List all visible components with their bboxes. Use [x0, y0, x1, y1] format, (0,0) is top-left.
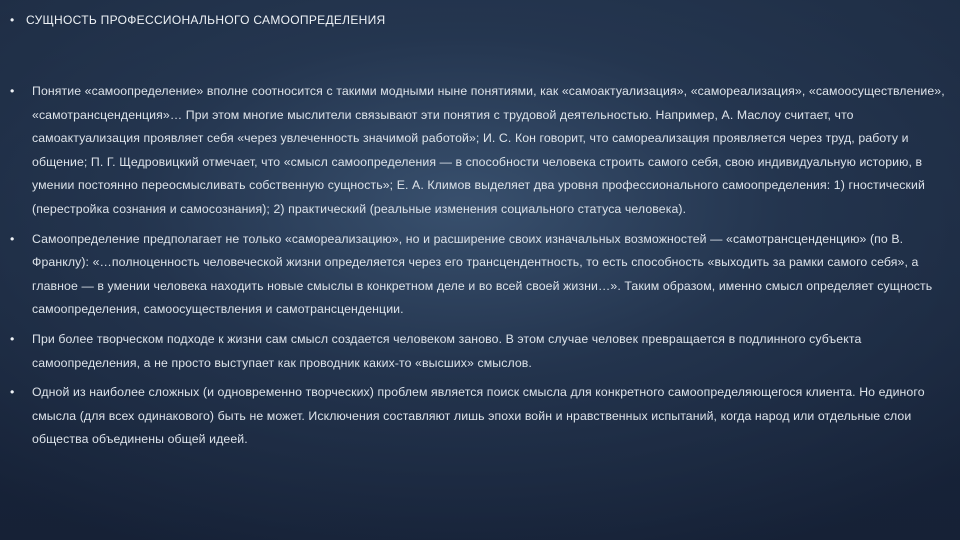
bullet-text: Одной из наиболее сложных (и одновременно творческих) проблем является поиск смысла для конкретного самоопределяющегося клиента. Но единого смысла (для всех одинакового) быть не может. Исключения составляют лишь эпохи войн и нравственных испытаний, когда народ или отдельные слои общества объединены общей идеей.: [32, 385, 925, 447]
bullet-item: [10, 381, 945, 452]
bullet-marker: •: [10, 84, 15, 98]
bullet-list: [10, 80, 945, 458]
bullet-marker: •: [10, 385, 15, 400]
bullet-marker: •: [10, 331, 15, 346]
bullet-marker: •: [10, 231, 15, 246]
bullet-text: Понятие «самоопределение» вполне соотносится с такими модными ныне понятиями, как «самоактуализация», «самореализация», «самоосуществление», «самотрансценденция»… При этом многие мыслители связывают эти понятия с трудовой деятельностью. Например, А. Маслоу считает, что самоактуализация проявляет себя «через увлеченность значимой работой»; И. С. Кон говорит, что самореализация проявляется через труд, работу и общение; П. Г. Щедровицкий отмечает, что «смысл самоопределения — в способности человека строить самого себя, свою индивидуальную историю, в умении постоянно переосмысливать собственную сущность»; Е. А. Климов выделяет два уровня профессионального самоопределения: 1) гностический (перестройка сознания и самосознания); 2) практический (реальные изменения социального статуса человека).: [32, 84, 945, 216]
bullet-item: [10, 328, 945, 375]
bullet-item: [10, 228, 945, 322]
bullet-item: [10, 80, 945, 222]
bullet-text: Самоопределение предполагает не только «самореализацию», но и расширение своих изначальных возможностей — «самотрансценденцию» (по В. Франклу): «…полноценность человеческой жизни определяется через его трансцендентность, то есть способность «выходить за рамки самого себя», а главное — в умении человека находить новые смыслы в конкретном деле и во всей своей жизни…». Таким образом, именно смысл определяет сущность самоопределения, самоосуществления и самотрансценденции.: [32, 231, 933, 317]
bullet-text: При более творческом подходе к жизни сам смысл создается человеком заново. В этом случае человек превращается в подлинного субъекта самоопределения, а не просто выступает как проводник каких-то «высших» смыслов.: [32, 331, 862, 370]
slide-title: [10, 12, 940, 28]
slide-title-text: СУЩНОСТЬ ПРОФЕССИОНАЛЬНОГО САМООПРЕДЕЛЕНИЯ: [26, 13, 386, 27]
bullet-marker: •: [10, 13, 15, 27]
